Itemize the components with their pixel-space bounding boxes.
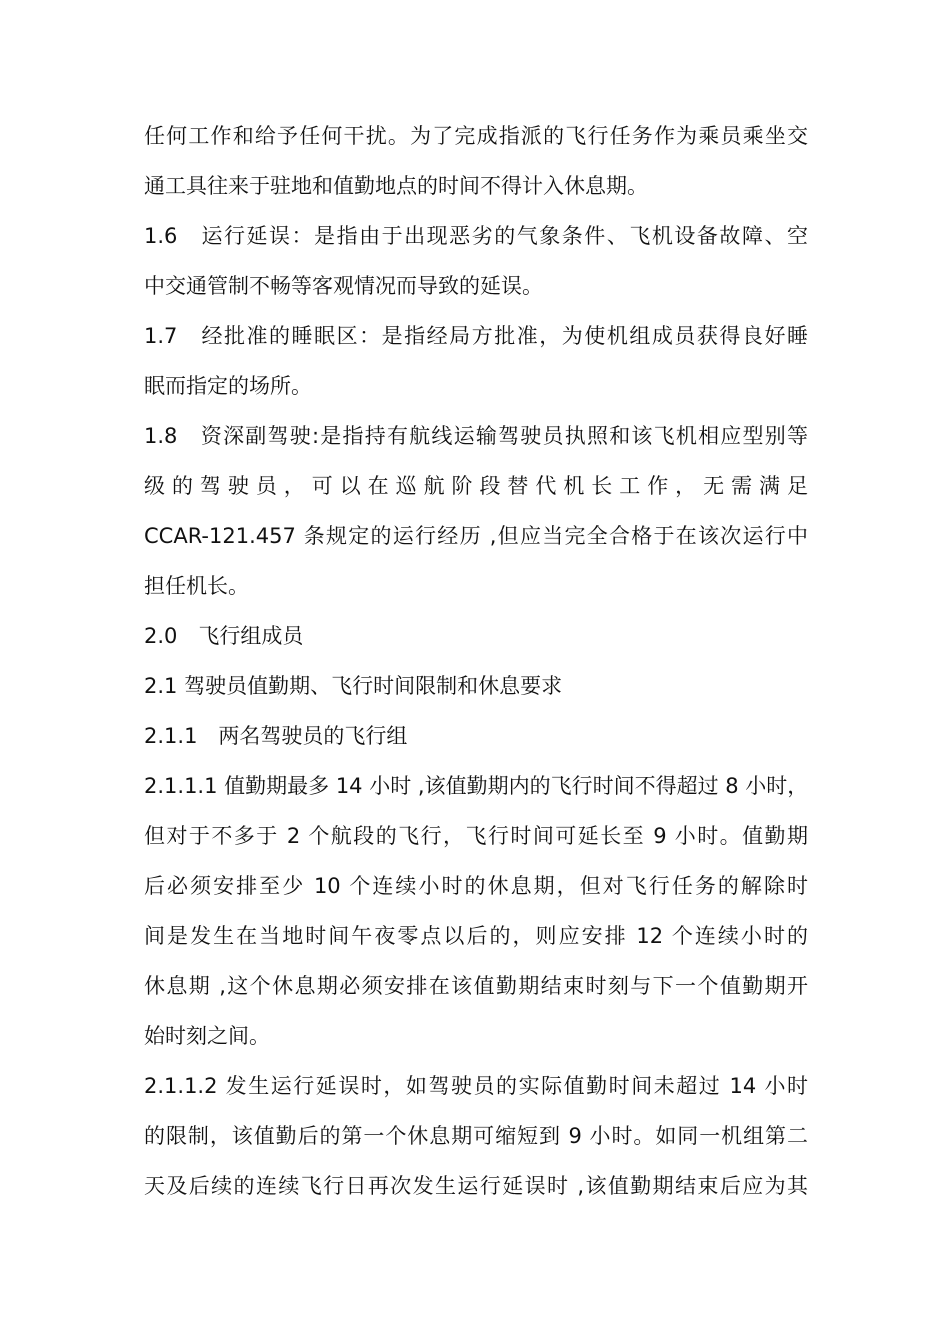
body-line: 休息期 ,这个休息期必须安排在该值勤期结束时刻与下一个值勤期开 <box>144 974 808 998</box>
body-line: 通工具往来于驻地和值勤地点的时间不得计入休息期。 <box>144 174 648 198</box>
body-line: 眠而指定的场所。 <box>144 374 312 398</box>
section-2-1-heading: 2.1 驾驶员值勤期、飞行时间限制和休息要求 <box>144 674 563 698</box>
section-2-0-heading: 2.0 飞行组成员 <box>144 624 304 648</box>
section-2-1-1-1-line: 2.1.1.1 值勤期最多 14 小时 ,该值勤期内的飞行时间不得超过 8 小时， <box>144 774 808 798</box>
body-line: 但对于不多于 2 个航段的飞行，飞行时间可延长至 9 小时。值勤期 <box>144 824 808 848</box>
section-2-1-1-heading: 2.1.1 两名驾驶员的飞行组 <box>144 724 408 748</box>
body-line: 级 的 驾 驶 员 ， 可 以 在 巡 航 阶 段 替 代 机 长 工 作 ， 无 需 满 足 <box>144 474 808 498</box>
body-line: 的限制，该值勤后的第一个休息期可缩短到 9 小时。如同一机组第二 <box>144 1124 808 1148</box>
body-line: 后必须安排至少 10 个连续小时的休息期，但对飞行任务的解除时 <box>144 874 808 898</box>
document-body <box>144 111 808 1211</box>
body-line: 间是发生在当地时间午夜零点以后的，则应安排 12 个连续小时的 <box>144 924 808 948</box>
section-1-8-line: 1.8 资深副驾驶:是指持有航线运输驾驶员执照和该飞机相应型别等 <box>144 424 808 448</box>
section-1-6-line: 1.6 运行延误：是指由于出现恶劣的气象条件、飞机设备故障、空 <box>144 224 808 248</box>
body-line: CCAR-121.457 条规定的运行经历 ,但应当完全合格于在该次运行中 <box>144 524 808 548</box>
section-1-7-line: 1.7 经批准的睡眠区：是指经局方批准，为使机组成员获得良好睡 <box>144 324 808 348</box>
body-line: 中交通管制不畅等客观情况而导致的延误。 <box>144 274 543 298</box>
body-line: 天及后续的连续飞行日再次发生运行延误时 ,该值勤期结束后应为其 <box>144 1174 808 1198</box>
body-line: 任何工作和给予任何干扰。为了完成指派的飞行任务作为乘员乘坐交 <box>144 124 808 148</box>
body-line: 始时刻之间。 <box>144 1024 270 1048</box>
section-2-1-1-2-line: 2.1.1.2 发生运行延误时，如驾驶员的实际值勤时间未超过 14 小时 <box>144 1074 808 1098</box>
body-line: 担任机长。 <box>144 574 249 598</box>
